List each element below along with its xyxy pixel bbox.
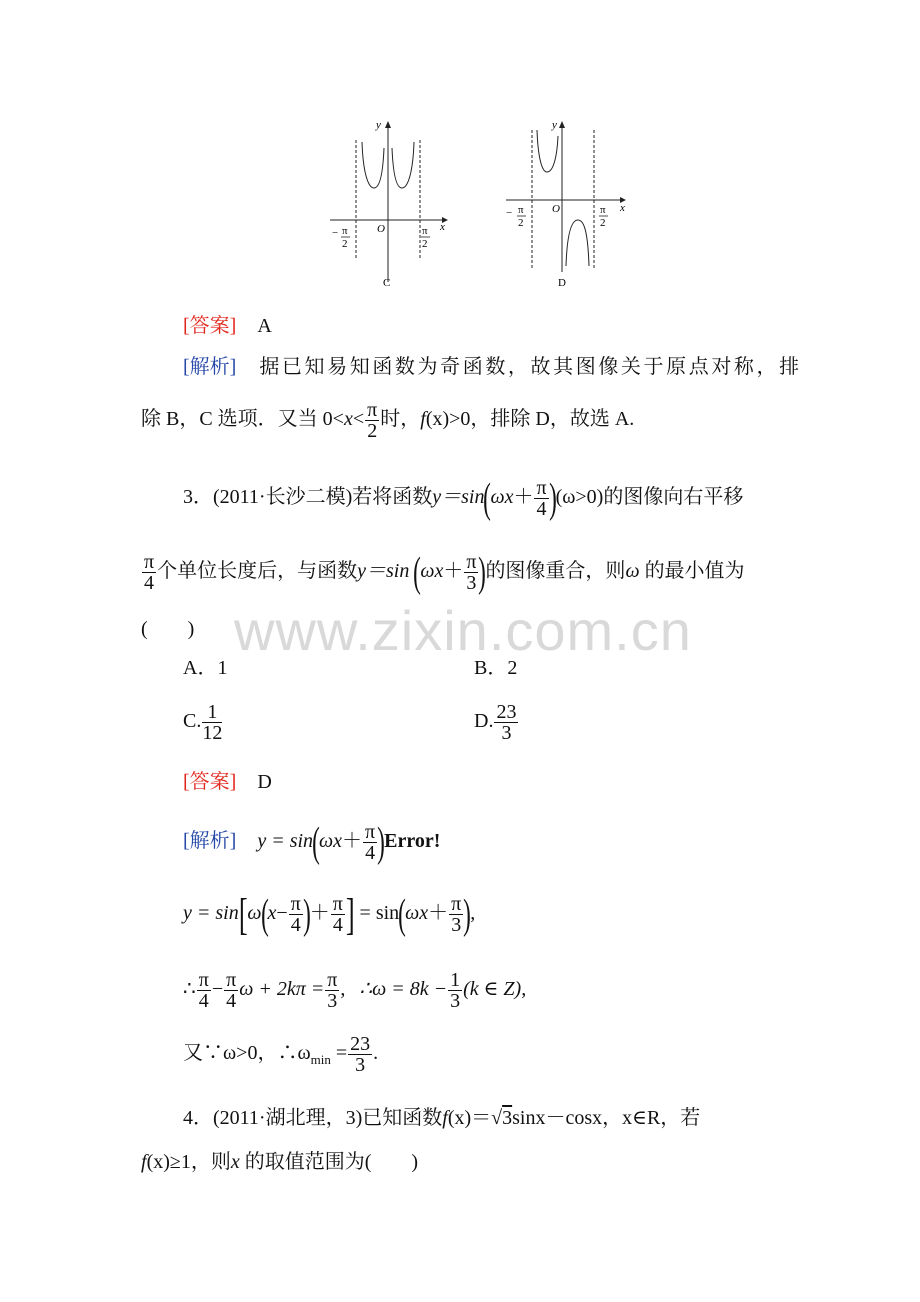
analysis-tag: [解析] — [183, 830, 237, 853]
option-b: B．2 — [474, 657, 518, 679]
q3-stem-line1: 3．(2011·长沙二模)若将函数y＝sin(ωx＋ $\frac{\pi}{4}$ )(ω>0)的图像向右平移 — [183, 475, 744, 522]
fraction-pi-over-2: $\frac{\pi}{2}$ — [367, 399, 378, 442]
less-than: < — [352, 408, 365, 431]
graph-caption: C — [383, 277, 391, 289]
answer-value: A — [257, 315, 272, 337]
graph-c — [326, 112, 456, 292]
q3-solution-line4: 又∵ω>0，$\therefore\omega_{min}$ = $\frac{23}{3}$ . — [183, 1033, 379, 1076]
graph-y-label: y — [552, 119, 557, 131]
func-f: f — [420, 408, 426, 431]
answer-tag: [答案] — [183, 315, 237, 337]
graph-y-label: y — [376, 119, 381, 131]
tick-pos-pi: π — [422, 225, 428, 237]
answer-value: D — [257, 771, 272, 793]
graph-caption: D — [558, 277, 566, 289]
watermark: www.zixin.com.cn — [234, 599, 692, 662]
q2-analysis-line1 — [183, 355, 802, 379]
curve-lower — [566, 220, 589, 266]
q4-stem-line2: f(x)≥1，则x 的取值范围为( ) — [141, 1151, 419, 1173]
graph-origin: O — [552, 203, 560, 215]
q3-solution-line2: y = sin[ω(x− $\frac{\pi}{4}$ )＋ $\frac{\pi}{4}$ ] = sin(ωx＋ $\frac{\pi}{3}$ ), — [183, 889, 476, 939]
tick-pos-pi: π — [600, 204, 606, 216]
option-c: C. $\frac{1}{12}$ — [183, 701, 223, 744]
q3-blank: ( ) — [141, 618, 195, 640]
tick-neg-pi: π — [342, 225, 348, 237]
q2-answer-line — [183, 314, 272, 338]
question-text: (ω>0)的图像向右平移 — [555, 486, 744, 509]
question-number: 3．(2011·长沙二模)若将函数 — [183, 486, 433, 509]
q3-stem-line2: $\frac{\pi}{4}$ 个单位长度后，与函数y＝sin (ωx＋ $\frac{\pi}{3}$ )的图像重合，则ω 的最小值为 — [144, 549, 745, 596]
math-expr: y＝sin — [432, 486, 485, 509]
graph-origin: O — [377, 223, 385, 235]
tick-neg-sign: − — [506, 207, 513, 219]
curve-upper — [537, 130, 558, 172]
q3-solution-line1: [解析] y = sin(ωx＋ $\frac{\pi}{4}$ )Error! — [183, 819, 441, 866]
tick-neg-pi: π — [518, 204, 524, 216]
q4-stem-line1: 4．(2011·湖北理，3)已知函数f(x)＝√3sinx－cosx，x∈R，若 — [183, 1107, 701, 1129]
graph-x-label: x — [440, 221, 445, 233]
var-x: x — [343, 408, 353, 431]
graph-d — [502, 112, 637, 292]
sqrt-symbol: √ — [491, 1107, 503, 1129]
fraction-pi-over-4: $\frac{\pi}{4}$ — [536, 477, 547, 520]
answer-tag: [答案] — [183, 771, 237, 793]
question-text: 个单位长度后，与函数 — [157, 560, 358, 583]
analysis-text: (x)>0，排除 D，故选 A. — [425, 408, 635, 431]
curve-right — [392, 142, 414, 188]
tick-pos-two: 2 — [600, 217, 606, 229]
curve-left — [362, 142, 384, 188]
q2-analysis-line2 — [141, 400, 634, 441]
option-a: A．1 — [183, 657, 228, 679]
tick-neg-two: 2 — [342, 238, 348, 250]
q3-solution-line3: ∴ $\frac{\pi}{4}$ − $\frac{\pi}{4}$ ω + 2kπ = $\frac{\pi}{3}$ , ∴ω = 8k − $\frac{1}{3}$ (k ∈ Z), — [183, 969, 527, 1012]
analysis-text: 时， — [380, 408, 421, 431]
graph-x-label: x — [620, 202, 625, 214]
q3-answer-line — [183, 770, 272, 794]
analysis-tag: [解析] — [183, 356, 237, 378]
fraction-pi-over-4: $\frac{\pi}{4}$ — [144, 551, 155, 594]
tick-pos-two: 2 — [422, 238, 428, 250]
analysis-text: 除 B，C 选项．又当 0< — [141, 408, 344, 431]
y-axis-arrow — [385, 121, 391, 128]
tick-neg-two: 2 — [518, 217, 524, 229]
y-axis-arrow — [559, 121, 565, 128]
analysis-text: 据已知易知函数为奇函数，故其图像关于原点对称，排 — [259, 356, 802, 378]
tick-neg-sign: − — [332, 227, 339, 239]
option-d: D. $\frac{23}{3}$ — [474, 701, 517, 744]
fraction-pi-over-3: $\frac{\pi}{3}$ — [466, 551, 477, 594]
